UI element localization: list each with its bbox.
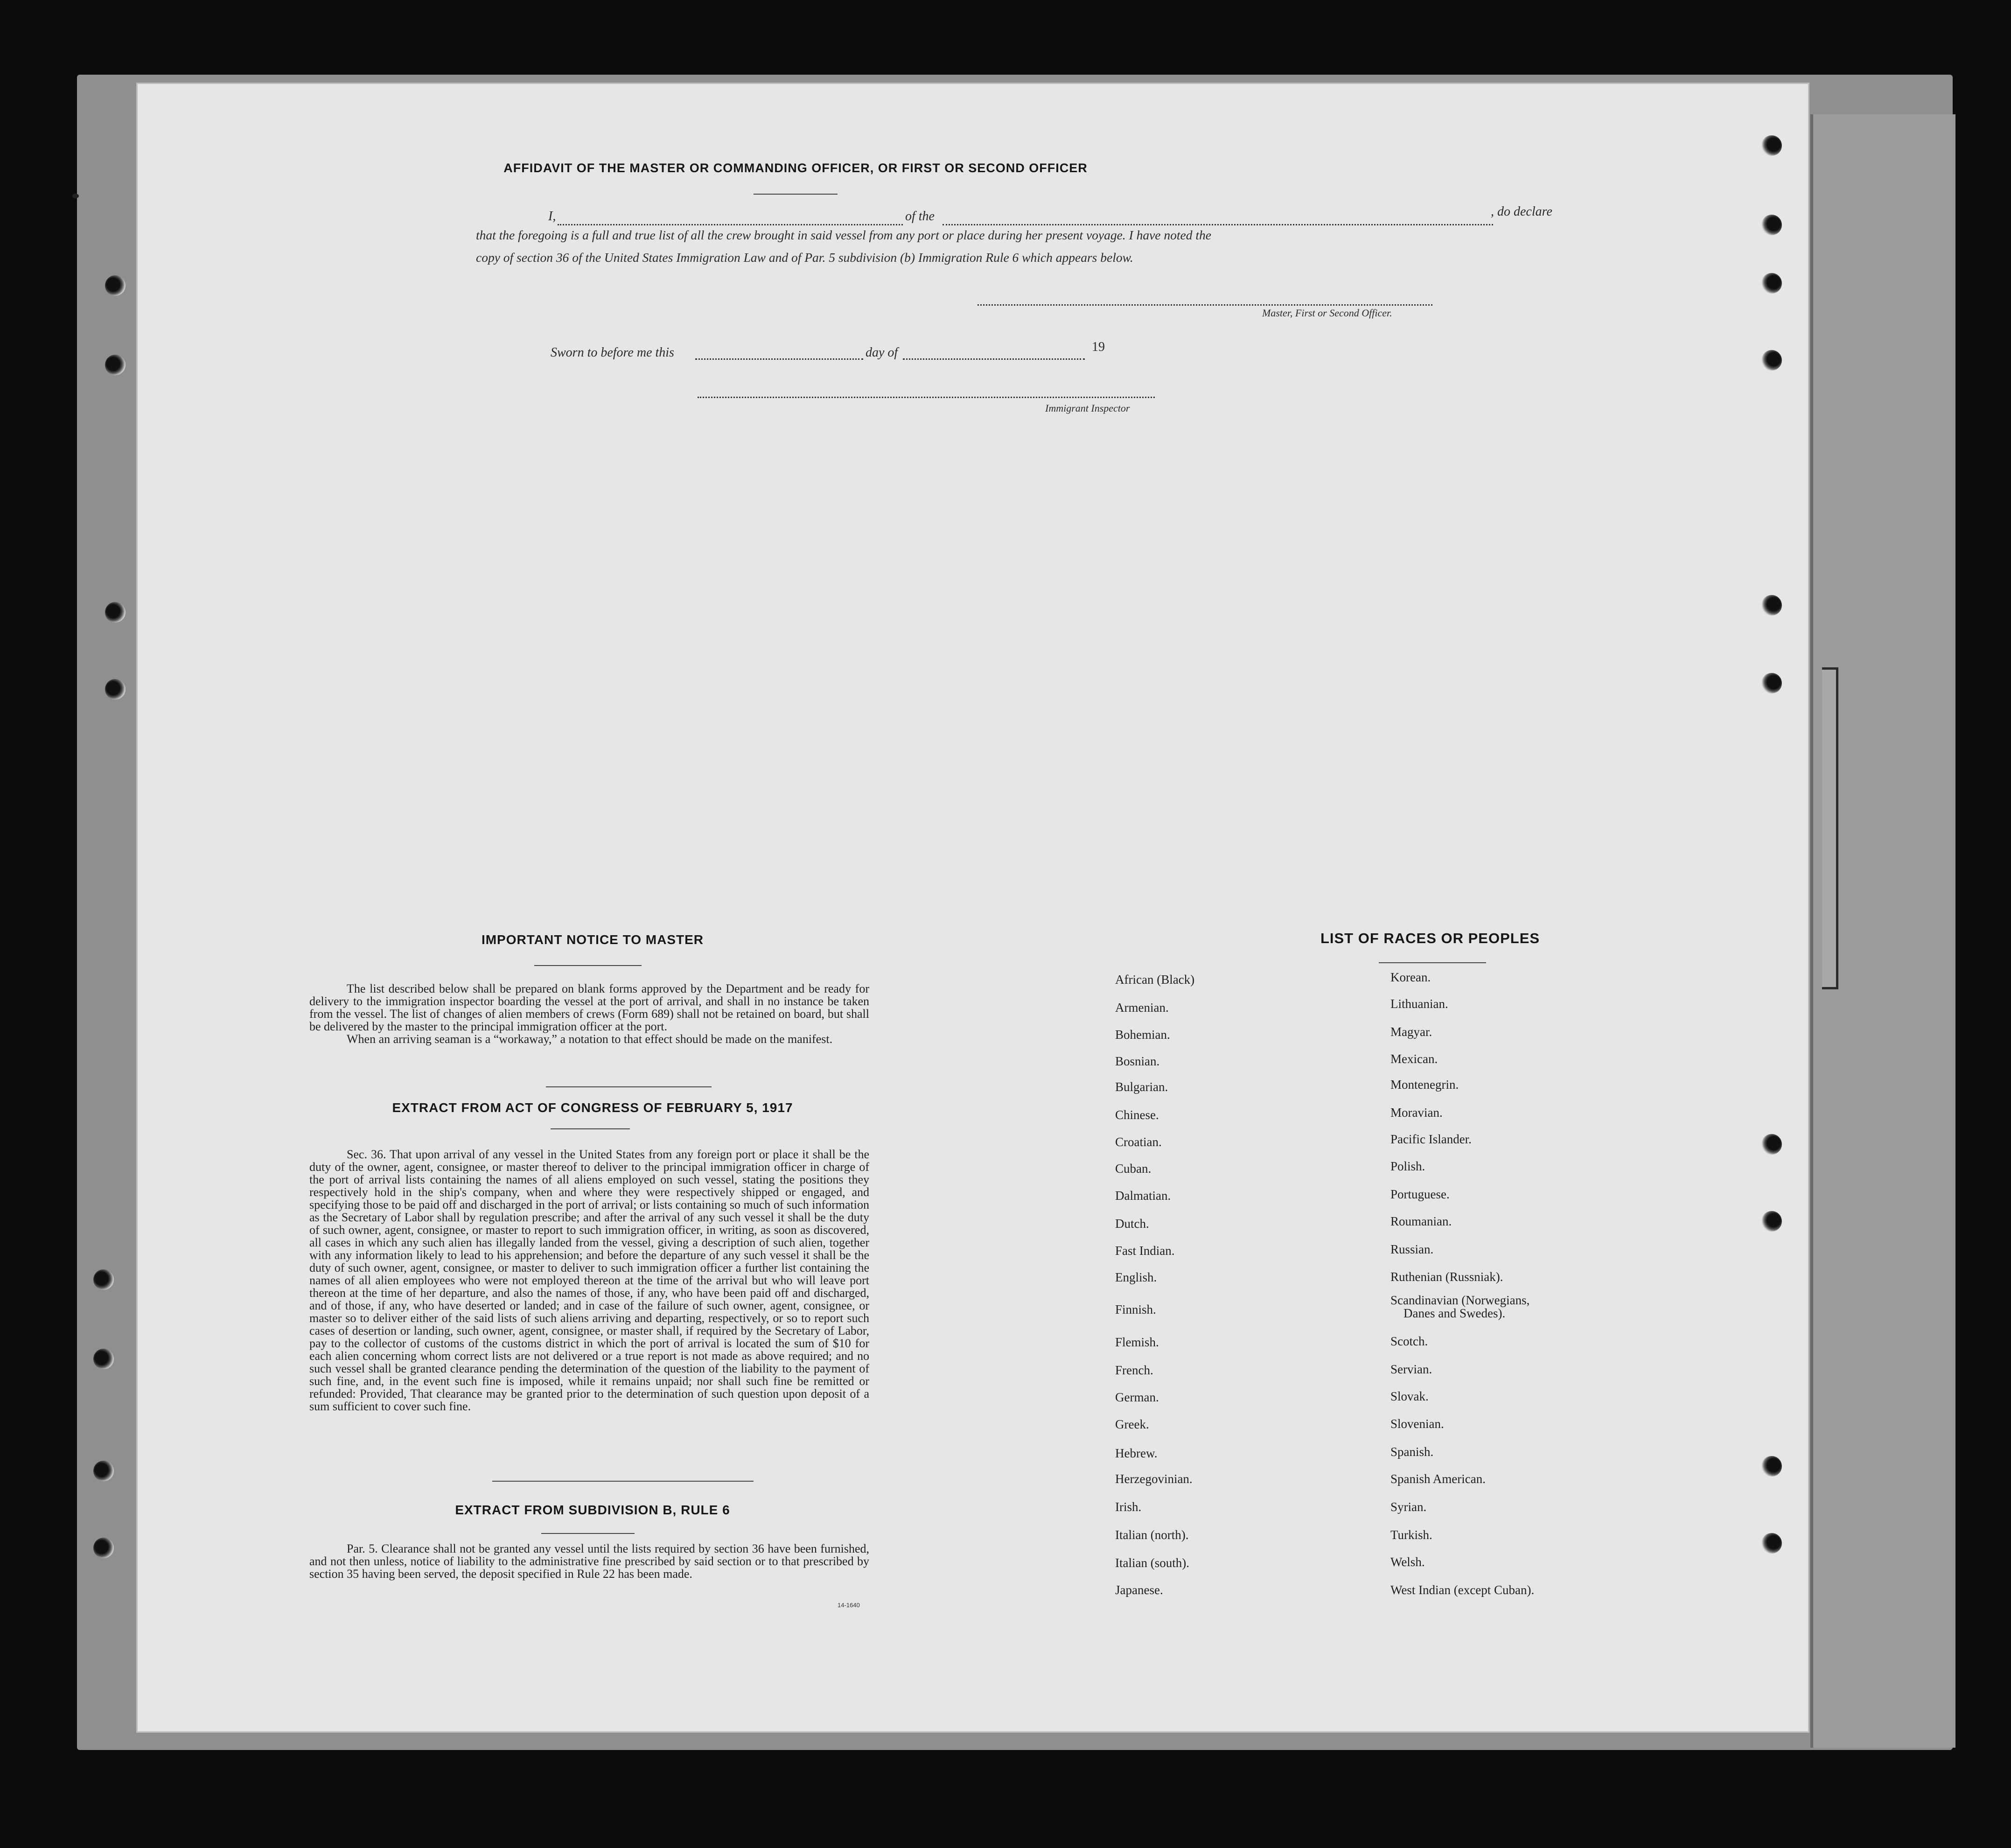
races-underline	[1379, 962, 1486, 963]
year-prefix: 19	[1092, 340, 1105, 354]
vessel-name-line	[943, 224, 1493, 225]
notice-text	[309, 982, 869, 1045]
extract-rule-title: EXTRACT FROM SUBDIVISION B, RULE 6	[455, 1503, 730, 1517]
race-item: Portuguese.	[1390, 1187, 1450, 1201]
binder-hole-icon	[93, 1538, 114, 1558]
binder-hole-icon	[105, 602, 126, 623]
race-item: Syrian.	[1390, 1500, 1427, 1514]
race-item: Bosnian.	[1115, 1054, 1160, 1068]
race-item: Italian (north).	[1115, 1528, 1189, 1542]
race-item: Montenegrin.	[1390, 1078, 1459, 1092]
race-item: Bohemian.	[1115, 1028, 1170, 1042]
side-tab	[1822, 667, 1838, 989]
race-item: Korean.	[1390, 970, 1431, 984]
race-item: Pacific Islander.	[1390, 1132, 1472, 1146]
race-item: Cuban.	[1115, 1162, 1152, 1176]
of-the-label: of the	[905, 209, 935, 224]
race-item: Polish.	[1390, 1159, 1425, 1173]
form-code: 14-1640	[838, 1602, 860, 1609]
race-item: Servian.	[1390, 1362, 1432, 1376]
race-item: French.	[1115, 1363, 1153, 1377]
binder-hole-icon	[93, 1349, 114, 1369]
race-item: Bulgarian.	[1115, 1080, 1168, 1094]
inspector-caption: Immigrant Inspector	[1045, 402, 1130, 414]
affidavit-body-line-2: copy of section 36 of the United States Immigration Law and of Par. 5 subdivision (b) Immigration Rule 6 which appears below.	[476, 250, 1133, 265]
section-divider	[492, 1481, 754, 1482]
race-item: Lithuanian.	[1390, 997, 1448, 1011]
race-item: Croatian.	[1115, 1135, 1162, 1149]
binder-hole-icon	[105, 679, 126, 700]
race-item: Magyar.	[1390, 1025, 1432, 1039]
race-item: Flemish.	[1115, 1335, 1159, 1349]
extract-act-title: EXTRACT FROM ACT OF CONGRESS OF FEBRUARY 5, 1917	[392, 1100, 793, 1115]
sworn-month-line	[903, 358, 1085, 360]
officer-signature-caption: Master, First or Second Officer.	[1262, 307, 1392, 319]
race-item: Italian (south).	[1115, 1556, 1189, 1570]
race-item: Slovenian.	[1390, 1417, 1444, 1431]
notice-paragraph: When an arriving seaman is a “workaway,” a notation to that effect should be made on the manifest.	[347, 1032, 833, 1046]
race-item: Scandinavian (Norwegians,	[1390, 1293, 1530, 1307]
binder-hole-icon	[93, 1461, 114, 1481]
binder-hole-icon	[1761, 215, 1782, 235]
officer-signature-line	[978, 304, 1432, 306]
races-title: LIST OF RACES OR PEOPLES	[1320, 930, 1540, 946]
binder-hole-icon	[1761, 1456, 1782, 1477]
binder-hole-icon	[1761, 273, 1782, 294]
race-item: Danes and Swedes).	[1404, 1306, 1506, 1320]
race-item: German.	[1115, 1390, 1159, 1404]
race-item: Turkish.	[1390, 1528, 1432, 1542]
binder-hole-icon	[1761, 135, 1782, 156]
extract-rule-paragraph: Par. 5. Clearance shall not be granted any vessel until the lists required by section 36 have been furnished, and not then unless, notice of liability to the administrative fine prescribed by said section or to that prescribed by section 35 having been served, the deposit specified in Rule 22 has been made.	[309, 1542, 869, 1581]
binder-hole-icon	[105, 355, 126, 375]
do-declare-label: , do declare	[1491, 204, 1552, 219]
affiant-name-line	[558, 224, 903, 225]
race-item: Finnish.	[1115, 1302, 1156, 1316]
race-item: Dalmatian.	[1115, 1189, 1171, 1203]
race-item: Scotch.	[1390, 1334, 1428, 1348]
title-underline	[754, 194, 838, 195]
binder-hole-icon	[1761, 595, 1782, 616]
race-item: Welsh.	[1390, 1555, 1425, 1569]
race-item: Ruthenian (Russniak).	[1390, 1270, 1503, 1284]
extract-rule-underline	[541, 1533, 635, 1534]
race-item: Herzegovinian.	[1115, 1472, 1193, 1486]
race-item: Greek.	[1115, 1417, 1149, 1431]
race-item: English.	[1115, 1270, 1157, 1284]
race-item: Roumanian.	[1390, 1214, 1452, 1228]
extract-rule-text	[309, 1542, 869, 1580]
sworn-day-line	[695, 358, 863, 360]
race-item: Spanish.	[1390, 1445, 1434, 1459]
inspector-signature-line	[698, 397, 1155, 398]
race-item: Slovak.	[1390, 1389, 1429, 1403]
sworn-label: Sworn to before me this	[551, 345, 674, 360]
binder-hole-icon	[1761, 1134, 1782, 1155]
binder-hole-icon	[1761, 673, 1782, 693]
race-item: Russian.	[1390, 1242, 1434, 1256]
race-item: Hebrew.	[1115, 1446, 1158, 1460]
extract-act-paragraph: Sec. 36. That upon arrival of any vessel in the United States from any foreign port or place it shall be the duty of the owner, agent, consignee, or master thereof to deliver to the principal immigration officer in charge of the port of arrival lists containing the names of all aliens employed on such vessel, stating the positions they respectively hold in the ship's company, when and where they were respectively shipped or engaged, and specifying those to be paid off and discharged in the port of arrival; or lists containing so much of such information as the Secretary of Labor shall by regulation prescribe; and after the arrival of any such vessel it shall be the duty of such owner, agent, consignee, or master to report to such immigration officer, in writing, as soon as discovered, all cases in which any such alien has illegally landed from the vessel, giving a description of such alien, together with any information likely to lead to his apprehension; and before the departure of any such vessel it shall be the duty of such owner, agent, consignee, or master to deliver to such immigration officer a further list containing the names of all alien employees who were not employed thereon at the time of the arrival but who will leave port thereon at the time of her departure, and also the names of those, if any, who have been paid off and discharged, and of those, if any, who have deserted or landed; and in case of the failure of such owner, agent, consignee, or master so to deliver either of the said lists of such aliens arriving and departing, respectively, or so to report such cases of desertion or landing, such owner, agent, consignee, or master shall, if required by the Secretary of Labor, pay to the collector of customs of the customs district in which the port of arrival is located the sum of $10 for each alien concerning whom correct lists are not delivered or a true report is not made as above required; and no such vessel shall be granted clearance pending the determination of the question of the liability to the payment of such fine, and, in the event such fine is imposed, while it remains unpaid; nor shall such fine be remitted or refunded: Provided, That clearance may be granted prior to the determination of such question upon deposit of a sum sufficient to cover such fine.	[309, 1148, 869, 1413]
affidavit-body-line-1: that the foregoing is a full and true list of all the crew brought in said vessel from any port or place during her present voyage. I have noted the	[476, 228, 1211, 242]
document-page	[138, 84, 1808, 1731]
binder-hole-icon	[1761, 1211, 1782, 1232]
binder-hole-icon	[93, 1269, 114, 1290]
race-item: Moravian.	[1390, 1106, 1443, 1120]
binder-hole-icon	[1761, 1533, 1782, 1554]
race-item: Armenian.	[1115, 1001, 1169, 1015]
race-item: West Indian (except Cuban).	[1390, 1583, 1535, 1597]
binder-hole-icon	[105, 275, 126, 296]
race-item: Dutch.	[1115, 1217, 1149, 1231]
race-item: Mexican.	[1390, 1052, 1438, 1066]
day-of-label: day of	[866, 345, 898, 360]
race-item: African (Black)	[1115, 973, 1195, 987]
race-item: Spanish American.	[1390, 1472, 1486, 1486]
ink-speck	[72, 194, 79, 198]
extract-act-underline	[551, 1128, 630, 1129]
notice-title: IMPORTANT NOTICE TO MASTER	[481, 932, 704, 947]
race-item: Irish.	[1115, 1500, 1142, 1514]
section-divider	[546, 1086, 712, 1087]
notice-underline	[534, 965, 642, 966]
binder-hole-icon	[1761, 350, 1782, 371]
race-item: Fast Indian.	[1115, 1244, 1175, 1258]
affidavit-title: AFFIDAVIT OF THE MASTER OR COMMANDING OFFICER, OR FIRST OR SECOND OFFICER	[503, 161, 1088, 175]
affiant-label: I,	[548, 209, 556, 224]
race-item: Chinese.	[1115, 1108, 1159, 1122]
notice-paragraph: The list described below shall be prepared on blank forms approved by the Department and be ready for delivery to the immigration inspector boarding the vessel at the port of arrival, and shall in no instance be taken from the vessel. The list of changes of alien members of crews (Form 689) shall not be retained on board, but shall be delivered by the master to the principal immigration officer at the port.	[309, 982, 869, 1033]
race-item: Japanese.	[1115, 1583, 1163, 1597]
extract-act-text	[309, 1148, 869, 1413]
